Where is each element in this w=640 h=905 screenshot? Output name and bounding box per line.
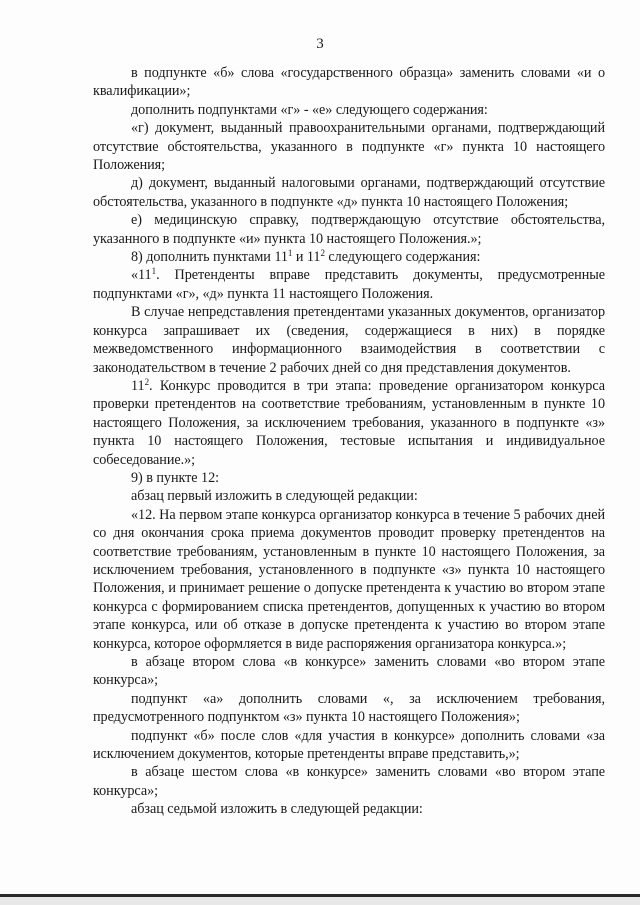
scan-edge-shadow [0, 897, 640, 905]
paragraph-6-text-a: 8) дополнить пунктами 11 [131, 249, 288, 266]
paragraph-5: е) медицинскую справку, подтверждающую отсутствие обстоятельства, указанного в подпункте «и» пункта 10 настоящего Положения.»; [93, 212, 605, 247]
paragraph-7-text-b: . Претенденты вправе представить документы, предусмотренные подпунктами «г», «д» пункта 11 настоящего Положения. [93, 267, 605, 302]
paragraph-7-text-a: «11 [131, 267, 152, 284]
paragraph-2: дополнить подпунктами «г» - «е» следующего содержания: [131, 101, 488, 118]
paragraph-3: «г) документ, выданный правоохранительными органами, подтверждающий отсутствие обстоятельства, указанного в подпункте «г» пункта 10 настоящего Положения; [93, 120, 605, 174]
paragraph-14: подпункт «а» дополнить словами «, за исключением требования, предусмотренного подпунктом «з» пункта 10 настоящего Положения»; [93, 690, 605, 726]
paragraph-9-text-b: . Конкурс проводится в три этапа: проведение организатором конкурса проверки претендентов на соответствие требованиям, установленным в пункте 10 настоящего Положения, за исключением требования, указанного в подпункте «з» пункта 10 настоящего Положения, тестовые испытания и индивидуальное собеседование.»; [93, 377, 605, 468]
paragraph-16: в абзаце шестом слова «в конкурсе» заменить словами «во втором этапе конкурса»; [93, 764, 605, 799]
page-number: 3 [316, 36, 324, 52]
superscript: 1 [287, 248, 293, 259]
paragraph-13: в абзаце втором слова «в конкурсе» заменить словами «во втором этапе конкурса»; [93, 654, 605, 689]
paragraph-6 [93, 248, 605, 266]
paragraph-10: 9) в пункте 12: [131, 469, 220, 486]
paragraph-1: в подпункте «б» слова «государственного образца» заменить словами «и о квалификации»; [93, 65, 605, 100]
paragraph-6-text-c: следующего содержания: [324, 249, 481, 266]
paragraph-12: «12. На первом этапе конкурса организатор конкурса в течение 5 рабочих дней со дня окончания срока приема документов проводит проверку претендентов на соответствие требованиям, установленным в пункте 10 настоящего Положения, за исключением требования, установленного в подпункте «з» пункта 10 настоящего Положения, и принимает решение о допуске претендента к участию во втором этапе конкурса с формированием списка претендентов, допущенных к участию во втором этапе конкурса, или об отказе в допуске претендента к участию во втором этапе конкурса, которое оформляется в виде распоряжения организатора конкурса.»; [93, 506, 605, 652]
paragraph-9-text-a: 11 [131, 377, 145, 394]
superscript: 2 [144, 376, 150, 387]
paragraph-17: абзац седьмой изложить в следующей редакции: [131, 801, 423, 818]
paragraph-15: подпункт «б» после слов «для участия в конкурсе» дополнить словами «за исключением документов, которые претенденты вправе представить,»; [93, 727, 605, 763]
paragraph-11: абзац первый изложить в следующей редакции: [131, 488, 418, 505]
paragraph-7 [93, 266, 605, 303]
paragraph-6-text-b: и 11 [292, 249, 321, 266]
superscript: 2 [320, 248, 325, 259]
document-body [93, 64, 605, 819]
paragraph-8: В случае непредставления претендентами указанных документов, организатор конкурса запрашивает их (сведения, содержащиеся в них) в порядке межведомственного информационного взаимодействия в соответствии с законодательством в течение 2 рабочих дней со дня представления документов. [93, 304, 605, 376]
paragraph-9 [93, 377, 605, 469]
superscript: 1 [151, 266, 157, 277]
paragraph-4: д) документ, выданный налоговыми органами, подтверждающий отсутствие обстоятельства, указанного в подпункте «д» пункта 10 настоящего Положения; [93, 175, 605, 210]
